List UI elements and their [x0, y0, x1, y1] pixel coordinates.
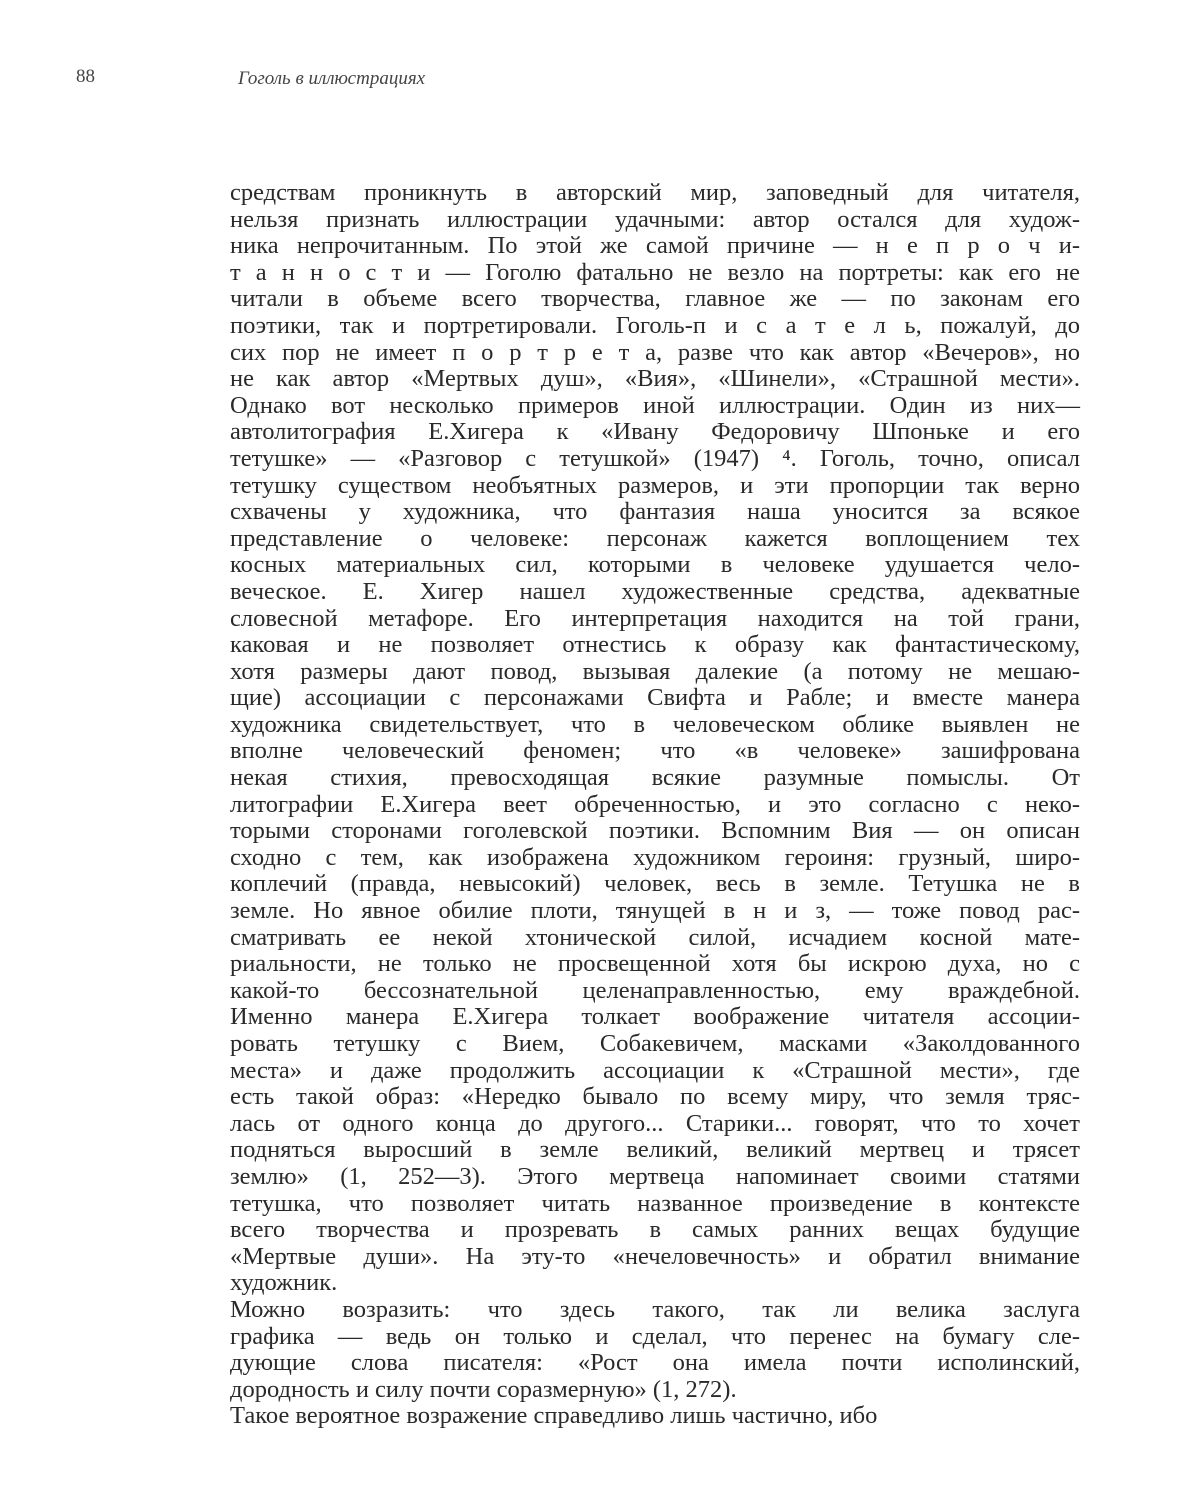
text-line: представление о человеке: персонаж кажется воплощением тех — [230, 526, 1080, 553]
text-line: литографии Е.Хигера веет обреченностью, и это согласно с неко- — [230, 792, 1080, 819]
text-line: есть такой образ: «Нередко бывало по всему миру, что земля тряс- — [230, 1084, 1080, 1111]
text-line: художника свидетельствует, что в человеческом облике выявлен не — [230, 712, 1080, 739]
text-line: художник. — [230, 1270, 1080, 1297]
body-text — [230, 180, 1080, 1430]
text-line: коплечий (правда, невысокий) человек, весь в земле. Тетушка не в — [230, 871, 1080, 898]
text-line: читали в объеме всего творчества, главное же — по законам его — [230, 286, 1080, 313]
running-title: Гоголь в иллюстрациях — [238, 68, 425, 90]
text-line: сих пор не имеет п о р т р е т а, разве что как автор «Вечеров», но — [230, 340, 1080, 367]
page-header — [76, 66, 1076, 96]
text-line: веческое. Е. Хигер нашел художественные средства, адекватные — [230, 579, 1080, 606]
text-line: вполне человеческий феномен; что «в человеке» зашифрована — [230, 738, 1080, 765]
text-line: лась от одного конца до другого... Старики... говорят, что то хочет — [230, 1111, 1080, 1138]
text-line: Такое вероятное возражение справедливо лишь частично, ибо — [230, 1403, 1080, 1430]
text-line: дородность и силу почти соразмерную» (1, 272). — [230, 1377, 1080, 1404]
text-line: Именно манера Е.Хигера толкает воображение читателя ассоции- — [230, 1004, 1080, 1031]
text-line: какой-то бессознательной целенаправленностью, ему враждебной. — [230, 978, 1080, 1005]
text-line: сходно с тем, как изображена художником героиня: грузный, широ- — [230, 845, 1080, 872]
text-line: Можно возразить: что здесь такого, так ли велика заслуга — [230, 1297, 1080, 1324]
text-line: автолитография Е.Хигера к «Ивану Федоровичу Шпоньке и его — [230, 419, 1080, 446]
text-line: косных материальных сил, которыми в человеке удушается чело- — [230, 552, 1080, 579]
text-line: средствам проникнуть в авторский мир, заповедный для читателя, — [230, 180, 1080, 207]
text-line: земле. Но явное обилие плоти, тянущей в н и з, — тоже повод рас- — [230, 898, 1080, 925]
text-line: ника непрочитанным. По этой же самой причине — н е п р о ч и- — [230, 233, 1080, 260]
text-line: каковая и не позволяет отнестись к образу как фантастическому, — [230, 632, 1080, 659]
text-line: некая стихия, превосходящая всякие разумные помыслы. От — [230, 765, 1080, 792]
text-line: тетушке» — «Разговор с тетушкой» (1947) ⁴. Гоголь, точно, описал — [230, 446, 1080, 473]
text-line: словесной метафоре. Его интерпретация находится на той грани, — [230, 606, 1080, 633]
text-line: места» и даже продолжить ассоциации к «Страшной мести», где — [230, 1058, 1080, 1085]
text-line: «Мертвые души». На эту-то «нечеловечность» и обратил внимание — [230, 1244, 1080, 1271]
text-line: Однако вот несколько примеров иной иллюстрации. Один из них— — [230, 393, 1080, 420]
text-line: поэтики, так и портретировали. Гоголь-п и с а т е л ь, пожалуй, до — [230, 313, 1080, 340]
text-line: нельзя признать иллюстрации удачными: автор остался для худож- — [230, 207, 1080, 234]
text-line: графика — ведь он только и сделал, что перенес на бумагу сле- — [230, 1324, 1080, 1351]
text-line: подняться выросший в земле великий, великий мертвец и трясет — [230, 1137, 1080, 1164]
text-line: т а н н о с т и — Гоголю фатально не везло на портреты: как его не — [230, 260, 1080, 287]
text-line: щие) ассоциации с персонажами Свифта и Рабле; и вместе манера — [230, 685, 1080, 712]
text-line: всего творчества и прозревать в самых ранних вещах будущие — [230, 1217, 1080, 1244]
text-line: риальности, не только не просвещенной хотя бы искрою духа, но с — [230, 951, 1080, 978]
page-number: 88 — [76, 66, 95, 88]
text-line: тетушку существом необъятных размеров, и эти пропорции так верно — [230, 473, 1080, 500]
text-line: хотя размеры дают повод, вызывая далекие (а потому не мешаю- — [230, 659, 1080, 686]
text-line: землю» (1, 252—3). Этого мертвеца напоминает своими статями — [230, 1164, 1080, 1191]
text-line: тетушка, что позволяет читать названное произведение в контексте — [230, 1191, 1080, 1218]
text-line: торыми сторонами гоголевской поэтики. Вспомним Вия — он описан — [230, 818, 1080, 845]
text-line: схвачены у художника, что фантазия наша уносится за всякое — [230, 499, 1080, 526]
text-line: дующие слова писателя: «Рост она имела почти исполинский, — [230, 1350, 1080, 1377]
text-line: не как автор «Мертвых душ», «Вия», «Шинели», «Страшной мести». — [230, 366, 1080, 393]
text-line: сматривать ее некой хтонической силой, исчадием косной мате- — [230, 925, 1080, 952]
text-line: ровать тетушку с Вием, Собакевичем, масками «Заколдованного — [230, 1031, 1080, 1058]
